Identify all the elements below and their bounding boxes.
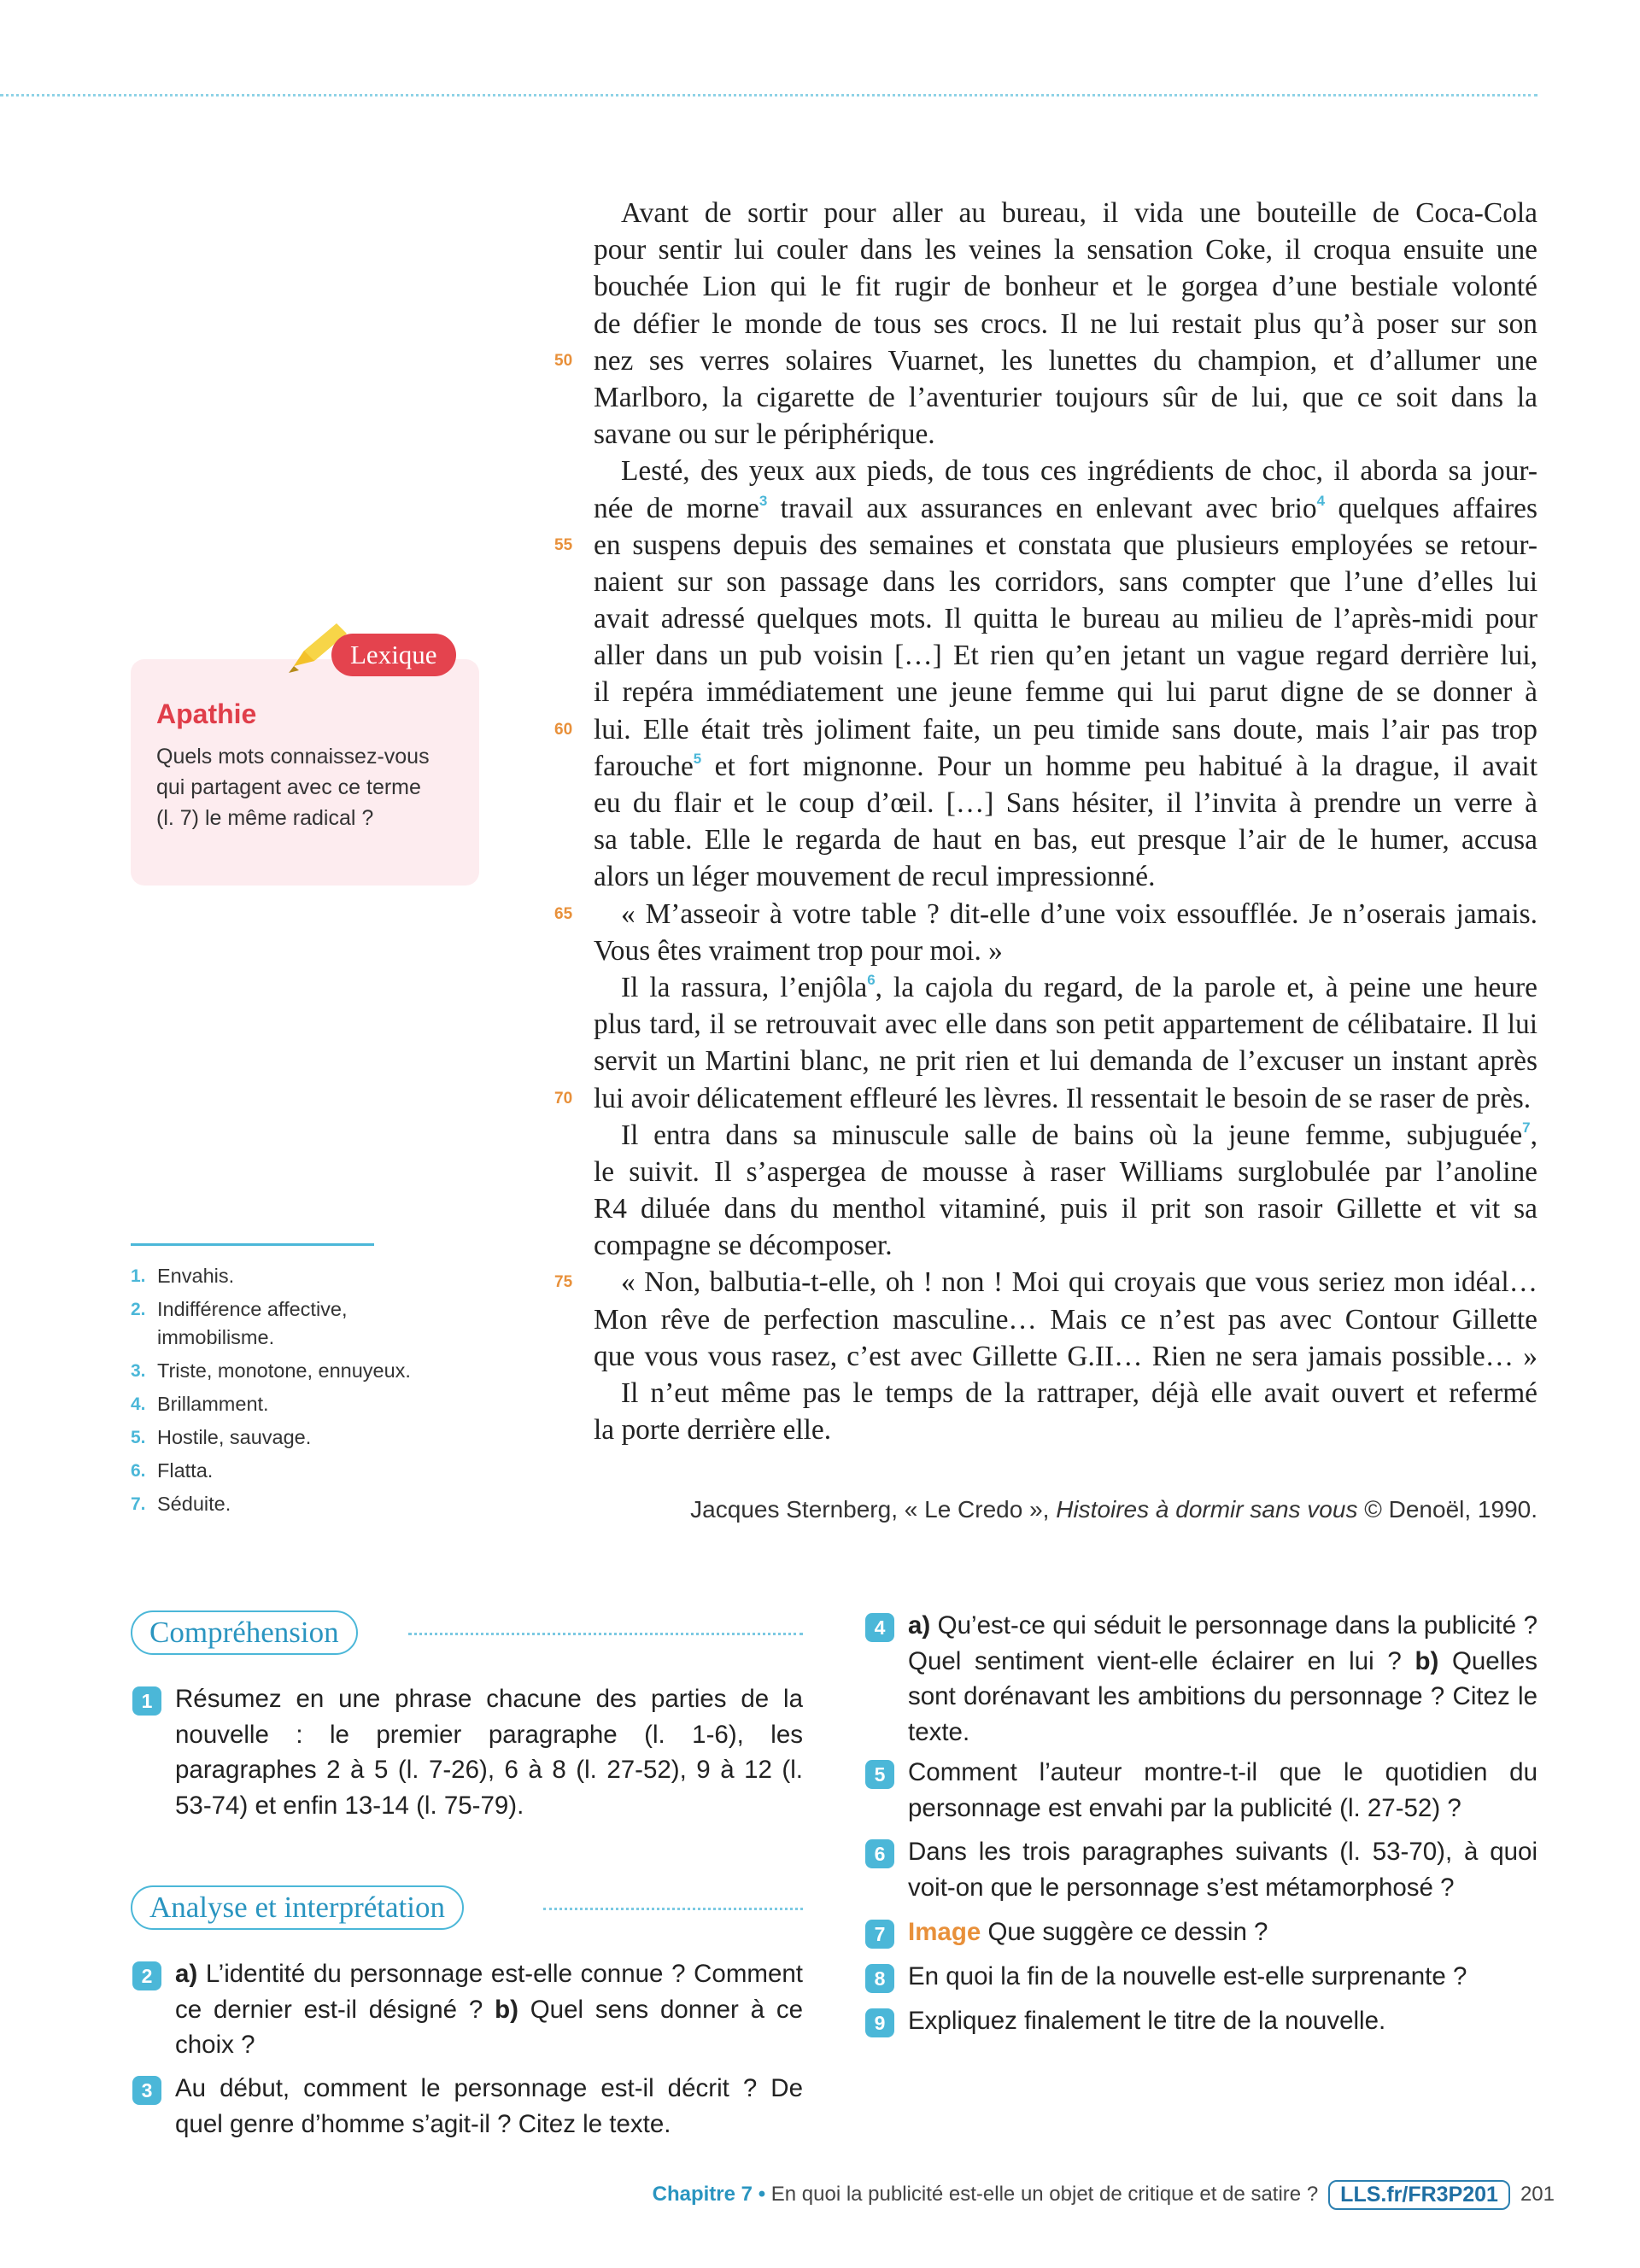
footnote-ref: 4 bbox=[1316, 492, 1326, 509]
story-line: Mon rêve de perfection masculine… Mais ce n’est pas avec Contour Gillette bbox=[594, 1303, 1538, 1336]
question-number-badge: 3 bbox=[132, 2076, 161, 2105]
story-line: Il n’eut même pas le temps de la rattraper, déjà elle avait ouvert et refermé bbox=[621, 1377, 1538, 1409]
story-line: en suspens depuis des semaines et constata que plusieurs employées se retour- 55 bbox=[594, 527, 1538, 564]
question-number-badge: 9 bbox=[865, 2008, 894, 2037]
line-number: 60 bbox=[554, 720, 573, 739]
story-line: pour sentir lui couler dans les veines la sensation Coke, il croqua ensuite une bbox=[594, 234, 1538, 266]
story-text bbox=[554, 195, 1538, 1448]
page-footer: Chapitre 7 • En quoi la publicité est-elle un objet de critique et de satire ? LLS.fr/FR3P201 201 bbox=[653, 2179, 1555, 2210]
source-credit: Jacques Sternberg, « Le Credo », Histoires à dormir sans vous © Denoël, 1990. bbox=[690, 1496, 1538, 1523]
story-line: que vous vous rasez, c’est avec Gillette G.II… Rien ne sera jamais possible… » bbox=[594, 1340, 1538, 1372]
lexique-title: Apathie bbox=[156, 699, 257, 729]
story-line: Avant de sortir pour aller au bureau, il vida une bouteille de Coca-Cola bbox=[621, 197, 1538, 229]
section-dots bbox=[408, 1633, 803, 1635]
question-number-badge: 8 bbox=[865, 1964, 894, 1993]
question-5: 5 Comment l’auteur montre-t-il que le quotidien du personnage est envahi par la publicité (l. 27-52) ? bbox=[908, 1755, 1538, 1826]
story-line: lui. Elle était très joliment faite, un peu timide sans doute, mais l’air pas trop 60 bbox=[594, 711, 1538, 748]
story-line: naient sur son passage dans les corridors, sans compter que l’une d’elles lui bbox=[594, 565, 1538, 598]
story-line: bouchée Lion qui le fit rugir de bonheur et le gorgea d’une bestiale volonté bbox=[594, 271, 1538, 303]
story-line: R4 diluée dans du menthol vitaminé, puis il prit son rasoir Gillette et vit sa bbox=[594, 1193, 1538, 1225]
image-label: Image bbox=[908, 1918, 981, 1946]
story-line: aller dans un pub voisin […] Et rien qu’en jetant un vague regard derrière lui, bbox=[594, 640, 1538, 672]
footnote-ref: 6 bbox=[867, 971, 876, 988]
question-7: 7 Image Que suggère ce dessin ? bbox=[908, 1914, 1538, 1950]
story-line: Il entra dans sa minuscule salle de bains où la jeune femme, subjuguée$^7$, bbox=[621, 1119, 1538, 1151]
line-number: 55 bbox=[554, 535, 573, 554]
story-line: « M’asseoir à votre table ? dit-elle d’une voix essoufflée. Je n’oserais jamais. 65 bbox=[594, 896, 1538, 932]
line-number: 75 bbox=[554, 1273, 573, 1292]
question-number-badge: 7 bbox=[865, 1920, 894, 1949]
story-line: eu du flair et le coup d’œil. […] Sans hésiter, il l’invita à prendre un verre à bbox=[594, 787, 1538, 819]
question-9: 9 Expliquez finalement le titre de la nouvelle. bbox=[908, 2003, 1538, 2039]
lexique-question: Quels mots connaissez-vous qui partagent avec ce terme (l. 7) le même radical ? bbox=[156, 745, 430, 830]
story-line: de défier le monde de tous ses crocs. Il ne lui restait plus qu’à poser sur son bbox=[594, 307, 1538, 340]
question-4: 4 a) Qu’est-ce qui séduit le personnage dans la publicité ? Quel sentiment vient-elle éclairer en lui ? b) Quelles sont dorénavant les ambitions du personnage ? Citez le texte. bbox=[908, 1608, 1538, 1750]
footnote-item: 6. Flatta. bbox=[131, 1459, 214, 1482]
story-line: plus tard, il se retrouvait avec elle dans son petit appartement de célibataire. Il lui bbox=[594, 1008, 1538, 1041]
page-number: 201 bbox=[1520, 2183, 1555, 2206]
footnote-item: 2. Indifférence affective, immobilisme. bbox=[131, 1298, 348, 1348]
lls-link[interactable]: LLS.fr/FR3P201 bbox=[1328, 2180, 1510, 2210]
question-number-badge: 2 bbox=[132, 1961, 161, 1990]
section-dots bbox=[543, 1908, 803, 1910]
top-dotted-rule bbox=[0, 94, 1538, 96]
footnote-ref: 3 bbox=[758, 492, 768, 509]
footnote-item: 3. Triste, monotone, ennuyeux. bbox=[131, 1359, 411, 1382]
notes-divider bbox=[131, 1243, 374, 1246]
section-analyse: Analyse et interprétation bbox=[131, 1885, 464, 1930]
footnote-ref: 5 bbox=[693, 750, 702, 767]
line-number: 65 bbox=[554, 904, 573, 923]
question-number-badge: 5 bbox=[865, 1760, 894, 1789]
question-3: 3 Au début, comment le personnage est-il décrit ? De quel genre d’homme s’agit-il ? Citez le texte. bbox=[175, 2071, 803, 2142]
question-number-badge: 1 bbox=[132, 1686, 161, 1716]
story-line: Vous êtes vraiment trop pour moi. » bbox=[594, 934, 1003, 967]
footnote-item: 4. Brillamment. bbox=[131, 1393, 269, 1415]
footnote-ref: 7 bbox=[1522, 1119, 1531, 1136]
question-2: 2 a) L’identité du personnage est-elle connue ? Comment ce dernier est-il désigné ? b) Quel sens donner à ce choix ? bbox=[175, 1956, 803, 2063]
lexique-tab: Lexique bbox=[331, 634, 456, 676]
story-line: servit un Martini blanc, ne prit rien et lui demanda de l’excuser un instant après bbox=[594, 1045, 1538, 1078]
section-comprehension: Compréhension bbox=[131, 1610, 358, 1655]
story-line: la porte derrière elle. bbox=[594, 1414, 832, 1447]
question-8: 8 En quoi la fin de la nouvelle est-elle surprenante ? bbox=[908, 1959, 1538, 1995]
question-6: 6 Dans les trois paragraphes suivants (l. 53-70), à quoi voit-on que le personnage s’est métamorphosé ? bbox=[908, 1834, 1538, 1905]
story-line: « Non, balbutia-t-elle, oh ! non ! Moi qui croyais que vous seriez mon idéal… 75 bbox=[594, 1264, 1538, 1301]
story-line: lui avoir délicatement effleuré les lèvres. Il ressentait le besoin de se raser de près. 70 bbox=[594, 1080, 1538, 1117]
footnote-item: 7. Séduite. bbox=[131, 1493, 231, 1515]
question-number-badge: 4 bbox=[865, 1613, 894, 1642]
story-line: le suivit. Il s’aspergea de mousse à raser Williams surglobulée par l’anoline bbox=[594, 1155, 1538, 1188]
story-line: compagne se décomposer. bbox=[594, 1230, 893, 1262]
footnote-item: 1. Envahis. bbox=[131, 1265, 235, 1287]
question-number-badge: 6 bbox=[865, 1839, 894, 1868]
story-line: avait adressé quelques mots. Il quitta le bureau au milieu de l’après-midi pour bbox=[594, 603, 1538, 635]
story-line: nez ses verres solaires Vuarnet, les lunettes du champion, et d’allumer une 50 bbox=[594, 342, 1538, 379]
line-number: 50 bbox=[554, 351, 573, 370]
question-1: 1 Résumez en une phrase chacune des parties de la nouvelle : le premier paragraphe (l. 1-6), les paragraphes 2 à 5 (l. 7-26), 6 à 8 (l. 27-52), 9 à 12 (l. 53-74) et enfin 13-14 (l. 75-79). bbox=[175, 1681, 803, 1823]
story-line: Marlboro, la cigarette de l’aventurier toujours sûr de lui, que ce soit dans la bbox=[594, 381, 1538, 413]
story-line: née de morne$^3$ travail aux assurances en enlevant avec brio$^4$ quelques affaires bbox=[594, 492, 1538, 524]
story-line: savane ou sur le périphérique. bbox=[594, 418, 935, 451]
footnote-item: 5. Hostile, sauvage. bbox=[131, 1426, 312, 1448]
chapter-label: Chapitre 7 bbox=[652, 2183, 753, 2206]
chapter-title: En quoi la publicité est-elle un objet de critique et de satire ? bbox=[770, 2183, 1319, 2206]
story-line: Lesté, des yeux aux pieds, de tous ces ingrédients de choc, il aborda sa jour- bbox=[621, 455, 1538, 488]
story-line: farouche$^5$ et fort mignonne. Pour un homme peu habitué à la drague, il avait bbox=[594, 750, 1538, 782]
story-line: sa table. Elle le regarda de haut en bas, eut presque l’air de le humer, accusa bbox=[594, 824, 1538, 856]
footnotes-list bbox=[131, 1262, 413, 1523]
line-number: 70 bbox=[554, 1089, 573, 1108]
story-line: Il la rassura, l’enjôla$^6$, la cajola du regard, de la parole et, à peine une heure bbox=[621, 971, 1538, 1003]
story-line: alors un léger mouvement de recul impressionné. bbox=[594, 861, 1156, 893]
story-line: il repéra immédiatement une jeune femme qui lui parut digne de se donner à bbox=[594, 676, 1538, 709]
